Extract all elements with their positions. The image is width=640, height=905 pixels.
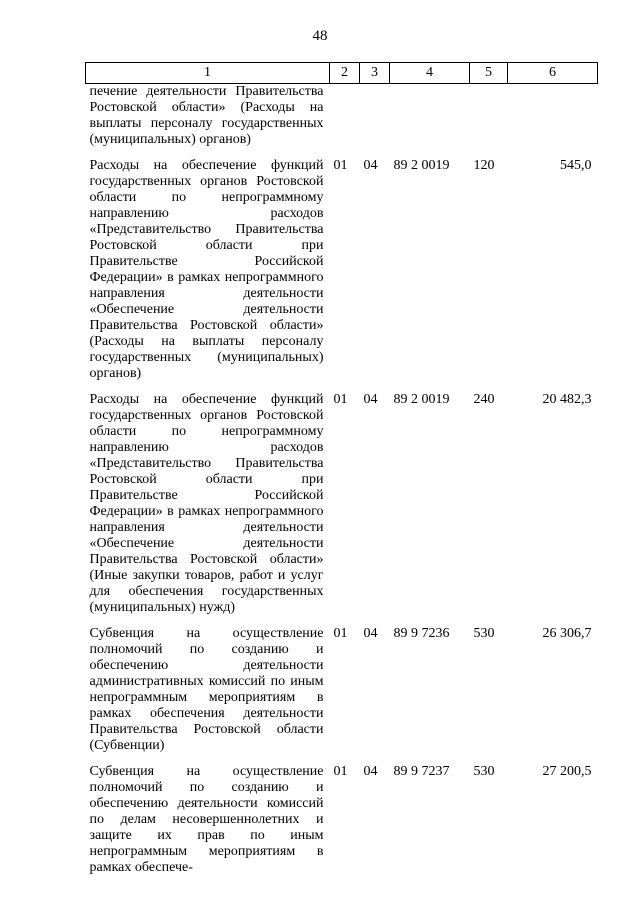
table-row: [86, 158, 598, 392]
row-amount: [508, 84, 598, 159]
row-description: Расходы на обеспечение функций государственных органов Ростовской области по непрограммному направлению расходов «Представительство Правительства Ростовской области при Правительстве Российской Федерации» в рамках непрограммного направления деятельности «Обеспечение деятельности Правительства Ростовской области» (Расходы на выплаты персоналу государственных (муниципальных) органов): [89, 158, 324, 381]
row-amount: 27 200,5: [542, 764, 592, 779]
row-subsection: 04: [363, 158, 378, 173]
budget-table: [85, 62, 598, 886]
row-section: 01: [333, 764, 348, 779]
header-col-3: 3: [360, 63, 390, 84]
row-type: 530: [473, 626, 495, 641]
row-target: 89 9 7236: [393, 626, 450, 641]
table-row: [86, 764, 598, 886]
row-type: 240: [473, 392, 495, 407]
table-row: [86, 392, 598, 626]
row-section: [330, 84, 360, 159]
row-type: [470, 84, 508, 159]
row-section: 01: [333, 626, 348, 641]
row-target: [390, 84, 470, 159]
header-col-4: 4: [390, 63, 470, 84]
table-row: [86, 84, 598, 159]
row-amount: 545,0: [560, 158, 592, 173]
header-col-1: 1: [86, 63, 330, 84]
row-target: 89 9 7237: [393, 764, 450, 779]
page-number: 48: [312, 28, 328, 44]
table-header-row: [86, 63, 598, 84]
row-target: 89 2 0019: [393, 158, 450, 173]
row-target: 89 2 0019: [393, 392, 450, 407]
header-col-5: 5: [470, 63, 508, 84]
row-type: 530: [473, 764, 495, 779]
row-section: 01: [333, 158, 348, 173]
header-col-6: 6: [508, 63, 598, 84]
row-amount: 26 306,7: [542, 626, 592, 641]
row-description: Расходы на обеспечение функций государственных органов Ростовской области по непрограммному направлению расходов «Представительство Правительства Ростовской области при Правительстве Российской Федерации» в рамках непрограммного направления деятельности «Обеспечение деятельности Правительства Ростовской области» (Иные закупки товаров, работ и услуг для обеспечения государственных (муниципальных) нужд): [89, 392, 324, 615]
table-row: [86, 626, 598, 764]
row-amount: 20 482,3: [542, 392, 592, 407]
row-type: 120: [473, 158, 495, 173]
row-subsection: [360, 84, 390, 159]
row-subsection: 04: [363, 626, 378, 641]
header-col-2: 2: [330, 63, 360, 84]
row-subsection: 04: [363, 764, 378, 779]
row-section: 01: [333, 392, 348, 407]
row-subsection: 04: [363, 392, 378, 407]
row-description: Субвенция на осуществление полномочий по созданию и обеспечению деятельности административных комиссий по иным непрограммным мероприятиям в рамках обеспечения деятельности Правительства Ростовской области (Субвенции): [89, 626, 324, 753]
row-description: печение деятельности Правительства Ростовской области» (Расходы на выплаты персоналу государственных (муниципальных) органов): [89, 84, 324, 147]
row-description: Субвенция на осуществление полномочий по созданию и обеспечению деятельности комиссий по делам несовершеннолетних и защите их прав по иным непрограммным мероприятиям в рамках обеспече-: [89, 764, 324, 875]
